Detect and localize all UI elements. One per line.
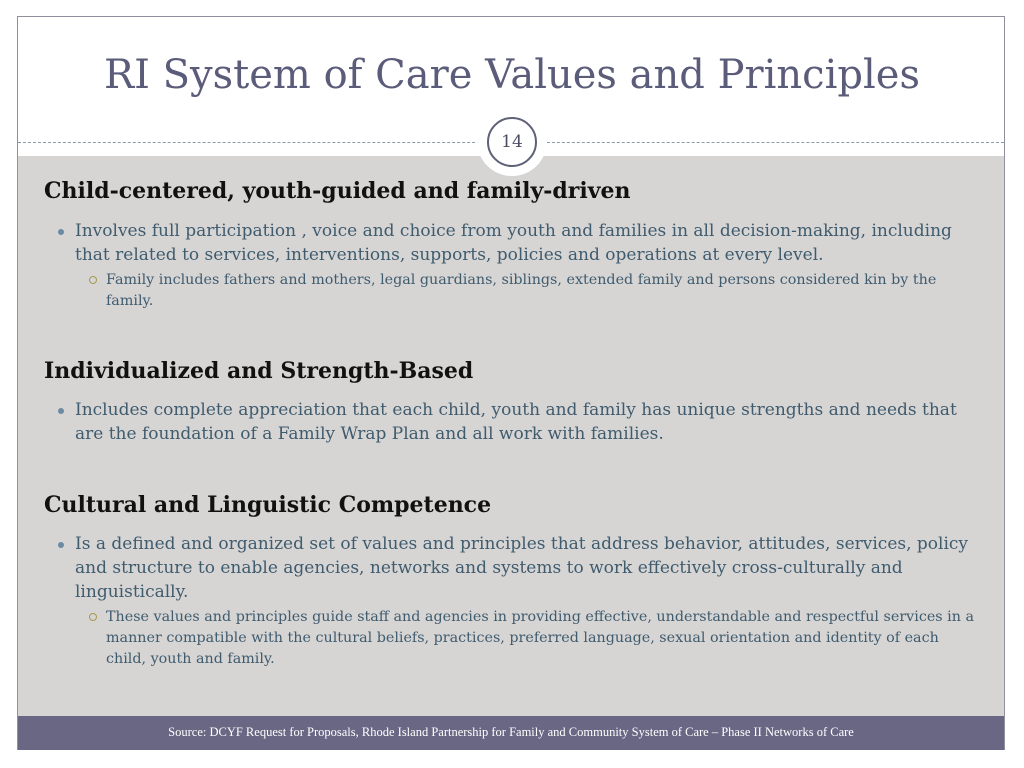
sub-bullet-text: Family includes fathers and mothers, legal guardians, siblings, extended family and persons considered kin by the family. [106,272,937,309]
bullet-text: Involves full participation , voice and choice from youth and families in all decision-making, including that related to services, interventions, supports, policies and operations at every level. [75,221,952,265]
bullet-dot-icon [58,408,64,414]
bullet-dot-icon [58,229,64,235]
sub-bullet-item [106,270,976,312]
bullet-item [75,219,985,267]
bullet-text: Is a defined and organized set of values and principles that address behavior, attitudes, services, policy and structure to enable agencies, networks and systems to work effectively cross-culturally and linguistically. [75,534,969,602]
section-heading: Child-centered, youth-guided and family-driven [44,178,631,204]
bullet-item [75,398,985,446]
sub-bullet-item [106,607,976,670]
section-heading: Individualized and Strength-Based [44,358,474,384]
page-number: 14 [487,117,537,167]
sub-bullet-ring-icon [89,613,97,621]
source-footer: Source: DCYF Request for Proposals, Rhode Island Partnership for Family and Community System of Care – Phase II Networks of Care [18,716,1004,750]
sub-bullet-text: These values and principles guide staff and agencies in providing effective, understandable and respectful services in a manner compatible with the cultural beliefs, practices, preferred language, sexual orientation and identity of each child, youth and family. [106,609,975,667]
bullet-item [75,532,985,604]
section-heading: Cultural and Linguistic Competence [44,492,492,518]
bullet-text: Includes complete appreciation that each child, youth and family has unique strengths and needs that are the foundation of a Family Wrap Plan and all work with families. [75,400,957,444]
slide-title: RI System of Care Values and Principles [104,52,920,98]
sub-bullet-ring-icon [89,276,97,284]
bullet-dot-icon [58,542,64,548]
